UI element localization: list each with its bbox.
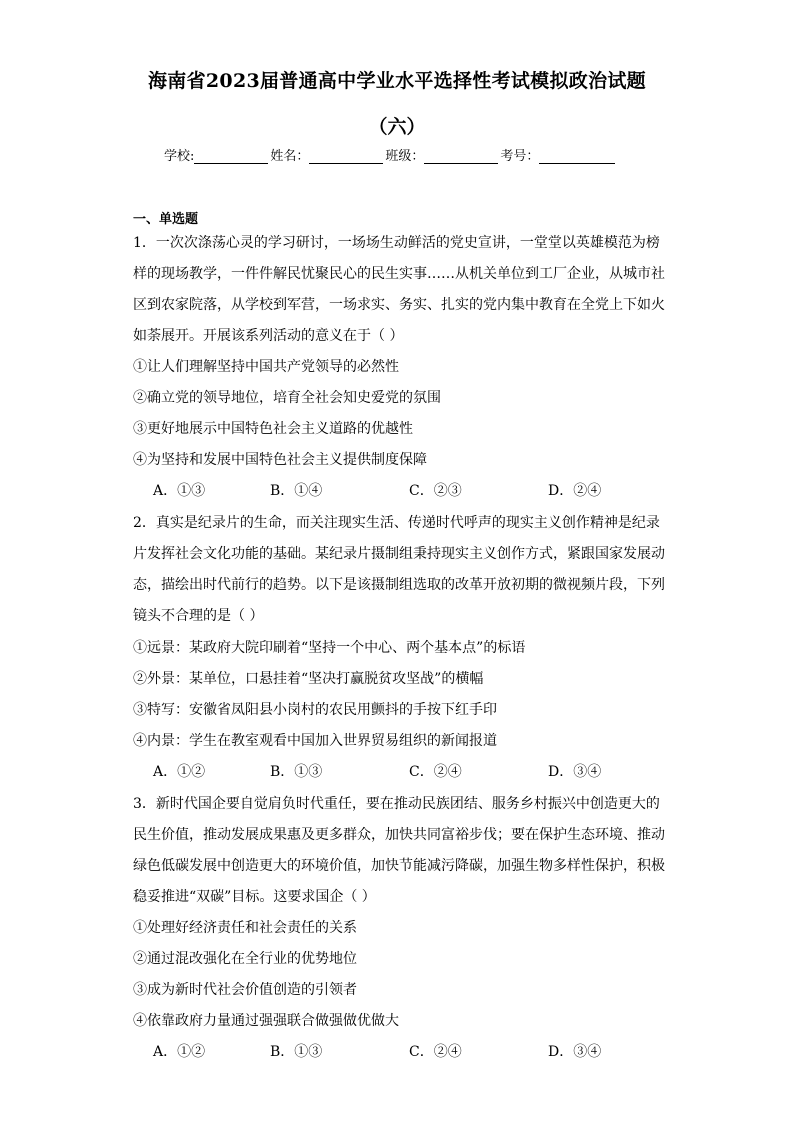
question-3-line: 稳妥推进“双碳”目标。这要求国企（ ） — [133, 889, 376, 905]
question-3-statement: ③成为新时代社会价值创造的引领者 — [133, 982, 357, 998]
section-title: 一、单选题 — [133, 212, 199, 227]
question-1-statement: ②确立党的领导地位，培育全社会知史爱党的氛围 — [133, 390, 441, 406]
question-2-statement: ②外景：某单位，口悬挂着“坚决打赢脱贫攻坚战”的横幅 — [133, 671, 484, 687]
exam-number-label: 考号： — [500, 149, 540, 164]
school-label: 学校: — [164, 149, 195, 164]
question-2-statement: ④内景：学生在教室观看中国加入世界贸易组织的新闻报道 — [133, 733, 497, 749]
option-a[interactable]: A．①③ — [153, 483, 206, 499]
school-field — [164, 145, 268, 164]
question-2-line: 片发挥社会文化功能的基础。某纪录片摄制组秉持现实主义创作方式，紧跟国家发展动 — [133, 546, 665, 562]
option-b[interactable]: B．①④ — [270, 483, 323, 499]
name-blank[interactable] — [309, 149, 383, 164]
question-1-line: 区到农家院落，从学校到军营，一场求实、务实、扎实的党内集中教育在全党上下如火 — [133, 297, 665, 313]
option-a[interactable]: A．①② — [153, 764, 206, 780]
exam-title: 海南省2023届普通高中学业水平选择性考试模拟政治试题 — [148, 70, 646, 92]
option-c[interactable]: C．②④ — [409, 764, 462, 780]
class-blank[interactable] — [424, 149, 498, 164]
question-2-line: 态，描绘出时代前行的趋势。以下是该摄制组选取的改革开放初期的微视频片段，下列 — [133, 577, 665, 593]
question-3-line: 绿色低碳发展中创造更大的环境价值，加快节能减污降碳，加强生物多样性保护，积极 — [133, 858, 665, 874]
option-d[interactable]: D．③④ — [548, 1044, 602, 1060]
question-1-statement: ④为坚持和发展中国特色社会主义提供制度保障 — [133, 452, 427, 468]
question-3-line: 民生价值，推动发展成果惠及更多群众，加快共同富裕步伐；要在保护生态环境、推动 — [133, 827, 665, 843]
question-3-statement: ①处理好经济责任和社会责任的关系 — [133, 920, 357, 936]
option-d[interactable]: D．②④ — [548, 483, 602, 499]
question-3-statement: ④依靠政府力量通过强强联合做强做优做大 — [133, 1013, 399, 1029]
question-2-line: 镜头不合理的是（ ） — [133, 608, 264, 624]
class-label: 班级： — [385, 149, 425, 164]
option-c[interactable]: C．②④ — [409, 1044, 462, 1060]
question-3-line: 3．新时代国企要自觉肩负时代重任，要在推动民族团结、服务乡村振兴中创造更大的 — [133, 796, 660, 812]
option-a[interactable]: A．①② — [153, 1044, 206, 1060]
exam-subtitle: （六） — [368, 116, 426, 138]
option-d[interactable]: D．③④ — [548, 764, 602, 780]
exam-number-field — [500, 145, 615, 164]
question-3-statement: ②通过混改强化在全行业的优势地位 — [133, 951, 357, 967]
class-field — [385, 145, 498, 164]
question-1-statement: ①让人们理解坚持中国共产党领导的必然性 — [133, 359, 399, 375]
question-2-statement: ③特写：安徽省凤阳县小岗村的农民用颤抖的手按下红手印 — [133, 702, 497, 718]
question-1-line: 1．一次次涤荡心灵的学习研讨，一场场生动鲜活的党史宣讲，一堂堂以英雄模范为榜 — [133, 235, 660, 251]
option-b[interactable]: B．①③ — [270, 1044, 323, 1060]
name-field — [270, 145, 383, 164]
question-1-statement: ③更好地展示中国特色社会主义道路的优越性 — [133, 421, 413, 437]
question-2-statement: ①远景：某政府大院印刷着“坚持一个中心、两个基本点”的标语 — [133, 640, 526, 656]
question-2-line: 2．真实是纪录片的生命，而关注现实生活、传递时代呼声的现实主义创作精神是纪录 — [133, 515, 660, 531]
option-b[interactable]: B．①③ — [270, 764, 323, 780]
option-c[interactable]: C．②③ — [409, 483, 462, 499]
student-info-row — [164, 145, 617, 164]
exam-number-blank[interactable] — [539, 149, 615, 164]
question-1-line: 如荼展开。开展该系列活动的意义在于（ ） — [133, 328, 404, 344]
school-blank[interactable] — [194, 149, 268, 164]
name-label: 姓名： — [270, 149, 310, 164]
question-1-line: 样的现场教学，一件件解民忧聚民心的民生实事……从机关单位到工厂企业，从城市社 — [133, 266, 665, 282]
